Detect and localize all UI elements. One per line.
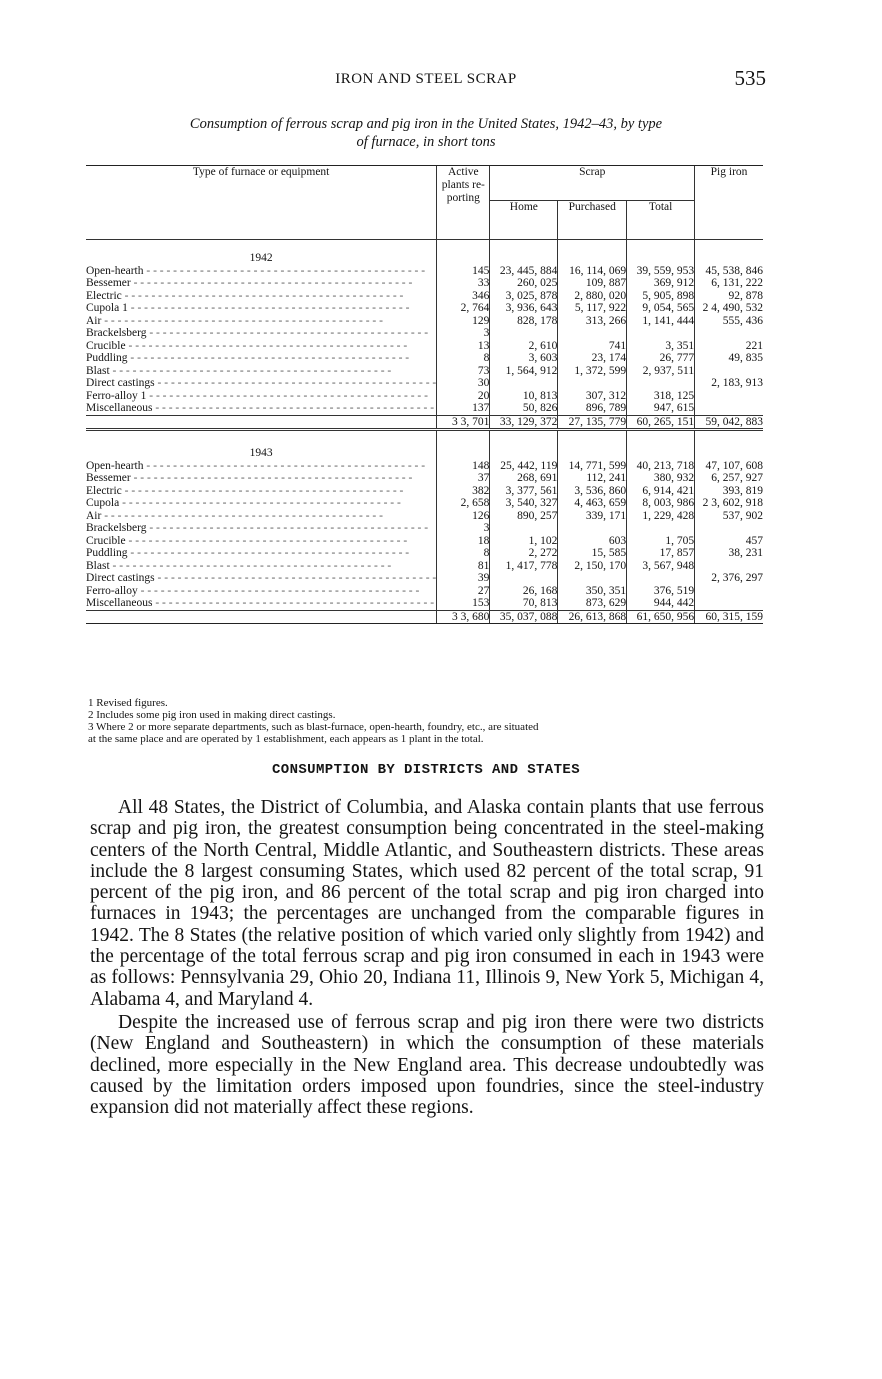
footnote-1: 1 Revised figures. (88, 697, 168, 709)
cell-home: 1, 102 (490, 535, 558, 548)
leader-dots: - - - - - - - - - - - - - - - - - - - - - - - - - - - - - - - - - - - - - - - - - - (146, 522, 429, 534)
cell-pig: 2 3, 602, 918 (695, 497, 763, 510)
leader-dots: - - - - - - - - - - - - - - - - - - - - - - - - - - - - - - - - - - - - - - - - - - (146, 389, 428, 402)
cell-pig: 457 (695, 535, 763, 548)
cell-active: 37 (437, 472, 490, 485)
row-label (86, 277, 437, 290)
cell-purchased (558, 327, 627, 340)
row-label-text: Direct castings (86, 377, 155, 389)
cell-active: 73 (437, 365, 490, 378)
cell-pig (695, 390, 763, 403)
leader-dots: - - - - - - - - - - - - - - - - - - - - - - - - - - - - - - - - - - - - - - - - - - (154, 377, 437, 389)
cell-purchased: 112, 241 (558, 472, 627, 485)
cell-pig (695, 585, 763, 598)
cell-purchased: 1, 372, 599 (558, 365, 627, 378)
running-title: IRON AND STEEL SCRAP (335, 71, 517, 87)
table-row (86, 535, 763, 548)
footnote-3-continued: at the same place and are operated by 1 establishment, each appears as 1 plant in the total. (88, 733, 484, 745)
table-row (86, 485, 763, 498)
total-total: 61, 650, 956 (627, 610, 695, 624)
row-label (86, 535, 437, 548)
row-label-text: Blast (86, 559, 110, 572)
row-label-text: Puddling (86, 547, 128, 559)
cell-home: 10, 813 (490, 390, 558, 403)
table-row (86, 327, 763, 340)
cell-total: 2, 937, 511 (627, 365, 695, 378)
row-label (86, 265, 437, 278)
cell-total: 944, 442 (627, 597, 695, 610)
row-label (86, 290, 437, 303)
cell-purchased: 313, 266 (558, 315, 627, 328)
cell-pig (695, 365, 763, 378)
consumption-table (86, 165, 763, 624)
row-label (86, 315, 437, 328)
row-label-text: Brackelsberg (86, 327, 147, 339)
cell-home: 25, 442, 119 (490, 460, 558, 473)
cell-active: 13 (437, 340, 490, 353)
row-label (86, 597, 437, 610)
row-label (86, 302, 437, 315)
col-header-purchased: Purchased (558, 201, 627, 240)
total-purchased: 26, 613, 868 (558, 610, 627, 624)
leader-dots: - - - - - - - - - - - - - - - - - - - - - - - - - - - - - - - - - - - - - - - - - - (127, 352, 410, 364)
row-label-text: Brackelsberg (86, 522, 147, 534)
row-label-text: Bessemer (86, 277, 131, 289)
table-row (86, 340, 763, 353)
cell-purchased: 5, 117, 922 (558, 302, 627, 315)
table-row (86, 585, 763, 598)
cell-active: 145 (437, 265, 490, 278)
table-row (86, 402, 763, 415)
footnote-2: 2 Includes some pig iron used in making direct castings. (88, 709, 336, 721)
row-label (86, 547, 437, 560)
row-label-text: Blast (86, 364, 110, 377)
paragraph-1: All 48 States, the District of Columbia, and Alaska contain plants that use ferrous scrap and pig iron, the greatest consumption being concentrated in the steel-making centers of the North Central, Middle Atlantic, and Southeastern districts. These areas include the 8 largest consuming States, which used 82 percent of the total scrap, 91 percent of the pig iron, and 86 percent of the total scrap and pig iron charged into furnaces in 1943; the percentages are unchanged from the comparable figures in 1942. The 8 States (the relative position of which varied only slightly from 1942) and the percentage of the total ferrous scrap and pig iron consumed in each in 1943 were as follows: Pennsylvania 29, Ohio 20, Indiana 11, Illinois 9, New York 5, Michigan 4, Alabama 4, and Maryland 4. (90, 797, 764, 1010)
col-header-home: Home (490, 201, 558, 240)
row-label (86, 327, 437, 340)
table-row (86, 377, 763, 390)
leader-dots: - - - - - - - - - - - - - - - - - - - - - - - - - - - - - - - - - - - - - - - - - - (119, 497, 401, 509)
cell-total: 6, 914, 421 (627, 485, 695, 498)
row-label-text: Crucible (86, 339, 126, 352)
leader-dots: - - - - - - - - - - - - - - - - - - - - - - - - - - - - - - - - - - - - - - - - - - (130, 277, 413, 289)
cell-pig (695, 327, 763, 340)
cell-pig (695, 560, 763, 573)
leader-dots: - - - - - - - - - - - - - - - - - - - - - - - - - - - - - - - - - - - - - - - - - - (121, 289, 404, 302)
row-label (86, 340, 437, 353)
table-row (86, 522, 763, 535)
leader-dots: - - - - - - - - - - - - - - - - - - - - - - - - - - - - - - - - - - - - - - - - - - (130, 472, 413, 484)
row-label (86, 472, 437, 485)
cell-home: 890, 257 (490, 510, 558, 523)
cell-total (627, 377, 695, 390)
cell-purchased: 109, 887 (558, 277, 627, 290)
leader-dots: - - - - - - - - - - - - - - - - - - - - - - - - - - - - - - - - - - - - - - - - - - (127, 302, 410, 314)
total-row (86, 415, 763, 430)
total-active: 3 3, 701 (437, 415, 490, 430)
cell-total: 376, 519 (627, 585, 695, 598)
row-label-text: Air (86, 509, 102, 522)
cell-pig: 49, 835 (695, 352, 763, 365)
leader-dots: - - - - - - - - - - - - - - - - - - - - - - - - - - - - - - - - - - - - - - - - - - (101, 509, 383, 522)
table-row (86, 352, 763, 365)
table-section-1942 (86, 240, 763, 434)
cell-total: 1, 141, 444 (627, 315, 695, 328)
cell-purchased: 3, 536, 860 (558, 485, 627, 498)
row-label (86, 572, 437, 585)
cell-pig: 6, 257, 927 (695, 472, 763, 485)
cell-purchased: 16, 114, 069 (558, 265, 627, 278)
total-purchased: 27, 135, 779 (558, 415, 627, 430)
cell-purchased: 2, 880, 020 (558, 290, 627, 303)
cell-home: 50, 826 (490, 402, 558, 415)
cell-home (490, 522, 558, 535)
cell-pig: 47, 107, 608 (695, 460, 763, 473)
cell-pig: 2 4, 490, 532 (695, 302, 763, 315)
leader-dots: - - - - - - - - - - - - - - - - - - - - - - - - - - - - - - - - - - - - - - - - - - (121, 484, 404, 497)
cell-active: 27 (437, 585, 490, 598)
leader-dots: - - - - - - - - - - - - - - - - - - - - - - - - - - - - - - - - - - - - - - - - - - (109, 559, 392, 572)
cell-purchased: 307, 312 (558, 390, 627, 403)
row-label-text: Puddling (86, 352, 128, 364)
cell-home: 3, 936, 643 (490, 302, 558, 315)
total-total: 60, 265, 151 (627, 415, 695, 430)
cell-active: 346 (437, 290, 490, 303)
cell-active: 2, 764 (437, 302, 490, 315)
table-row (86, 315, 763, 328)
row-label (86, 377, 437, 390)
cell-pig (695, 597, 763, 610)
cell-active: 153 (437, 597, 490, 610)
cell-total: 318, 125 (627, 390, 695, 403)
section-heading: CONSUMPTION BY DISTRICTS AND STATES (271, 762, 581, 778)
cell-total: 3, 351 (627, 340, 695, 353)
cell-active: 33 (437, 277, 490, 290)
cell-purchased: 603 (558, 535, 627, 548)
cell-pig: 2, 376, 297 (695, 572, 763, 585)
col-header-total: Total (627, 201, 695, 240)
cell-purchased: 873, 629 (558, 597, 627, 610)
cell-total (627, 572, 695, 585)
table-row (86, 497, 763, 510)
table-caption (86, 115, 766, 151)
row-label (86, 390, 437, 403)
footnotes (88, 697, 768, 745)
table-caption-line-1: Consumption of ferrous scrap and pig iron in the United States, 1942–43, by type (189, 116, 663, 132)
table-row (86, 597, 763, 610)
cell-total: 40, 213, 718 (627, 460, 695, 473)
cell-home (490, 327, 558, 340)
cell-home: 260, 025 (490, 277, 558, 290)
leader-dots: - - - - - - - - - - - - - - - - - - - - - - - - - - - - - - - - - - - - - - - - - - (143, 459, 426, 472)
cell-total: 3, 567, 948 (627, 560, 695, 573)
table-row (86, 572, 763, 585)
cell-active: 129 (437, 315, 490, 328)
row-label (86, 352, 437, 365)
cell-home: 3, 025, 878 (490, 290, 558, 303)
leader-dots: - - - - - - - - - - - - - - - - - - - - - - - - - - - - - - - - - - - - - - - - - - (127, 547, 410, 559)
section-year: 1942 (249, 252, 273, 264)
row-label-text: Air (86, 314, 102, 327)
cell-pig: 45, 538, 846 (695, 265, 763, 278)
cell-home: 70, 813 (490, 597, 558, 610)
cell-pig: 92, 878 (695, 290, 763, 303)
cell-purchased: 2, 150, 170 (558, 560, 627, 573)
row-label (86, 460, 437, 473)
cell-active: 81 (437, 560, 490, 573)
footnote-3: 3 Where 2 or more separate departments, such as blast-furnace, open-hearth, foundry, etc., are situated (88, 721, 539, 733)
cell-purchased (558, 572, 627, 585)
running-head (86, 66, 766, 92)
table-row (86, 390, 763, 403)
cell-home: 1, 417, 778 (490, 560, 558, 573)
leader-dots: - - - - - - - - - - - - - - - - - - - - - - - - - - - - - - - - - - - - - - - - - - (143, 264, 426, 277)
row-label-text: Open-hearth (86, 459, 144, 472)
cell-purchased: 896, 789 (558, 402, 627, 415)
leader-dots: - - - - - - - - - - - - - - - - - - - - - - - - - - - - - - - - - - - - - - - - - - (125, 534, 408, 547)
cell-active: 18 (437, 535, 490, 548)
row-label-text: Cupola (86, 497, 120, 509)
table-row (86, 547, 763, 560)
cell-home: 3, 603 (490, 352, 558, 365)
row-label (86, 402, 437, 415)
total-home: 33, 129, 372 (490, 415, 558, 430)
cell-home: 2, 610 (490, 340, 558, 353)
cell-purchased: 23, 174 (558, 352, 627, 365)
cell-total: 9, 054, 565 (627, 302, 695, 315)
cell-home (490, 572, 558, 585)
cell-pig: 393, 819 (695, 485, 763, 498)
table-caption-line-2: of furnace, in short tons (356, 134, 496, 150)
cell-total: 369, 912 (627, 277, 695, 290)
col-header-pig-iron: Pig iron (695, 166, 763, 240)
cell-purchased (558, 377, 627, 390)
table-row (86, 290, 763, 303)
total-pig: 60, 315, 159 (695, 610, 763, 624)
cell-total: 5, 905, 898 (627, 290, 695, 303)
row-label-text: Ferro-alloy 1 (86, 389, 147, 402)
table-section-1943 (86, 433, 763, 624)
cell-active: 39 (437, 572, 490, 585)
cell-total: 26, 777 (627, 352, 695, 365)
row-label (86, 560, 437, 573)
table-row (86, 510, 763, 523)
cell-pig (695, 522, 763, 535)
cell-pig: 6, 131, 222 (695, 277, 763, 290)
cell-active: 2, 658 (437, 497, 490, 510)
page-number: 535 (734, 66, 766, 90)
row-label-text: Ferro-alloy (86, 584, 138, 597)
body-text (90, 797, 764, 1118)
col-header-scrap: Scrap (490, 166, 695, 201)
cell-active: 148 (437, 460, 490, 473)
cell-home: 23, 445, 884 (490, 265, 558, 278)
cell-active: 137 (437, 402, 490, 415)
cell-home: 828, 178 (490, 315, 558, 328)
leader-dots: - - - - - - - - - - - - - - - - - - - - - - - - - - - - - - - - - - - - - - - - - - (125, 339, 408, 352)
table-header (86, 166, 763, 240)
row-label-text: Bessemer (86, 472, 131, 484)
total-active: 3 3, 680 (437, 610, 490, 624)
table-row (86, 560, 763, 573)
cell-purchased: 14, 771, 599 (558, 460, 627, 473)
total-pig: 59, 042, 883 (695, 415, 763, 430)
leader-dots: - - - - - - - - - - - - - - - - - - - - - - - - - - - - - - - - - - - - - - - - - - (137, 584, 420, 597)
row-label-text: Crucible (86, 534, 126, 547)
row-label (86, 485, 437, 498)
row-label-text: Direct castings (86, 572, 155, 584)
cell-pig: 537, 902 (695, 510, 763, 523)
table-row (86, 460, 763, 473)
row-label (86, 497, 437, 510)
cell-active: 30 (437, 377, 490, 390)
cell-pig: 555, 436 (695, 315, 763, 328)
cell-active: 382 (437, 485, 490, 498)
row-label-text: Electric (86, 289, 122, 302)
cell-pig: 2, 183, 913 (695, 377, 763, 390)
total-row (86, 610, 763, 624)
cell-pig (695, 402, 763, 415)
col-header-active: Active plants re-porting (437, 166, 490, 240)
section-year: 1943 (249, 447, 273, 459)
cell-total: 380, 932 (627, 472, 695, 485)
row-label-text: Miscellaneous (86, 402, 153, 414)
table-row (86, 277, 763, 290)
paragraph-2: Despite the increased use of ferrous scrap and pig iron there were two districts (New England and Southeastern) in which the consumption of these materials declined, more especially in the New England area. This decrease undoubtedly was caused by the limitation orders imposed upon foundries, since the steel-industry expansion did not materially affect these regions. (90, 1011, 764, 1119)
cell-home: 3, 540, 327 (490, 497, 558, 510)
cell-purchased: 15, 585 (558, 547, 627, 560)
total-home: 35, 037, 088 (490, 610, 558, 624)
cell-purchased: 339, 171 (558, 510, 627, 523)
row-label (86, 585, 437, 598)
cell-home: 3, 377, 561 (490, 485, 558, 498)
leader-dots: - - - - - - - - - - - - - - - - - - - - - - - - - - - - - - - - - - - - - - - - - - (152, 402, 435, 414)
cell-active: 3 (437, 522, 490, 535)
row-label (86, 522, 437, 535)
leader-dots: - - - - - - - - - - - - - - - - - - - - - - - - - - - - - - - - - - - - - - - - - - (152, 597, 435, 609)
cell-purchased: 4, 463, 659 (558, 497, 627, 510)
cell-total: 39, 559, 953 (627, 265, 695, 278)
table-row (86, 472, 763, 485)
table-row (86, 265, 763, 278)
row-label-text: Electric (86, 484, 122, 497)
leader-dots: - - - - - - - - - - - - - - - - - - - - - - - - - - - - - - - - - - - - - - - - - - (101, 314, 383, 327)
col-header-type: Type of furnace or equipment (86, 166, 437, 240)
table-row (86, 302, 763, 315)
cell-total: 17, 857 (627, 547, 695, 560)
cell-home: 2, 272 (490, 547, 558, 560)
cell-home: 26, 168 (490, 585, 558, 598)
cell-total (627, 327, 695, 340)
row-label (86, 510, 437, 523)
leader-dots: - - - - - - - - - - - - - - - - - - - - - - - - - - - - - - - - - - - - - - - - - - (109, 364, 392, 377)
cell-total (627, 522, 695, 535)
cell-total: 1, 705 (627, 535, 695, 548)
cell-active: 3 (437, 327, 490, 340)
cell-purchased: 350, 351 (558, 585, 627, 598)
row-label-text: Open-hearth (86, 264, 144, 277)
cell-home: 268, 691 (490, 472, 558, 485)
table-row (86, 365, 763, 378)
row-label-text: Cupola 1 (86, 302, 128, 314)
cell-home (490, 377, 558, 390)
leader-dots: - - - - - - - - - - - - - - - - - - - - - - - - - - - - - - - - - - - - - - - - - - (154, 572, 437, 584)
cell-total: 8, 003, 986 (627, 497, 695, 510)
cell-active: 8 (437, 352, 490, 365)
cell-total: 947, 615 (627, 402, 695, 415)
cell-pig: 221 (695, 340, 763, 353)
cell-active: 20 (437, 390, 490, 403)
cell-purchased: 741 (558, 340, 627, 353)
row-label-text: Miscellaneous (86, 597, 153, 609)
leader-dots: - - - - - - - - - - - - - - - - - - - - - - - - - - - - - - - - - - - - - - - - - - (146, 327, 429, 339)
cell-active: 126 (437, 510, 490, 523)
cell-total: 1, 229, 428 (627, 510, 695, 523)
row-label (86, 365, 437, 378)
cell-purchased (558, 522, 627, 535)
cell-active: 8 (437, 547, 490, 560)
cell-home: 1, 564, 912 (490, 365, 558, 378)
cell-pig: 38, 231 (695, 547, 763, 560)
